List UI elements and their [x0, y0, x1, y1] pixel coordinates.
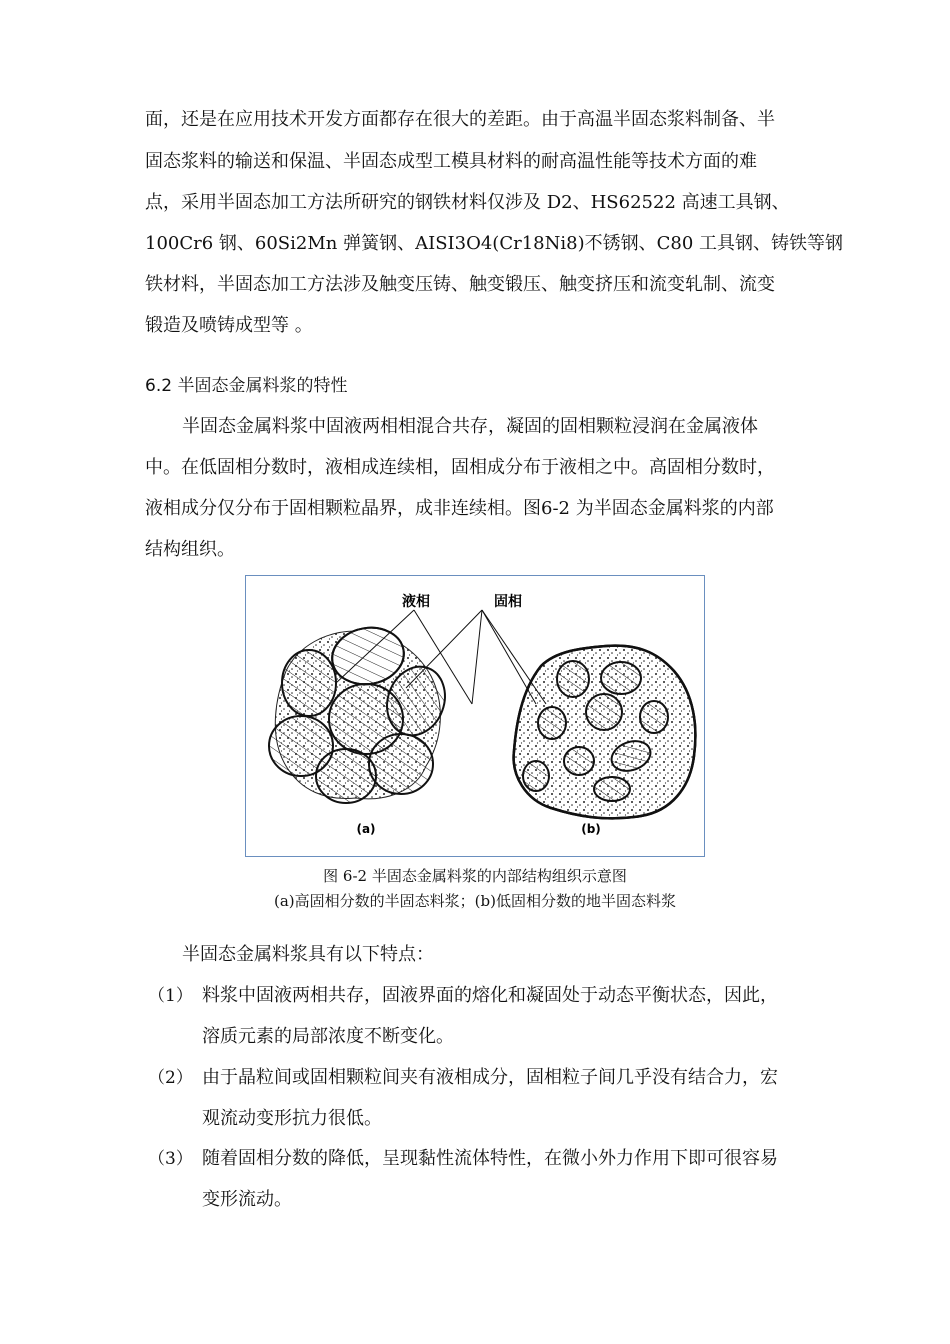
feature-number: （2） — [148, 1068, 193, 1088]
figure-caption: 图 6-2 半固态金属料浆的内部结构组织示意图 — [323, 867, 627, 885]
paragraph1-line: 面，还是在应用技术开发方面都存在很大的差距。由于高温半固态浆料制备、半 — [145, 109, 775, 130]
paragraph1-line: 固态浆料的输送和保温、半固态成型工模具材料的耐高温性能等技术方面的难 — [145, 151, 757, 172]
feature-text: 料浆中固液两相共存，固液界面的熔化和凝固处于动态平衡状态，因此， — [202, 985, 778, 1006]
feature-text: 随着固相分数的降低，呈现黏性流体特性，在微小外力作用下即可很容易 — [202, 1148, 778, 1169]
diagram-a-label: (a) — [356, 822, 376, 836]
structure-diagram — [246, 576, 706, 858]
section-heading: 6.2 半固态金属料浆的特性 — [145, 376, 348, 396]
paragraph2-line: 半固态金属料浆中固液两相相混合共存，凝固的固相颗粒浸润在金属液体 — [182, 416, 758, 437]
feature-text: 观流动变形抗力很低。 — [202, 1108, 382, 1129]
feature-number: （3） — [148, 1149, 193, 1169]
paragraph2-line: 结构组织。 — [145, 539, 235, 560]
paragraph2-line: 液相成分仅分布于固相颗粒晶界，成非连续相。图6-2 为半固态金属料浆的内部 — [145, 498, 774, 519]
paragraph1-line: 锻造及喷铸成型等 。 — [145, 315, 313, 336]
high-solid-fraction-diagram — [269, 622, 454, 803]
feature-text: 变形流动。 — [202, 1189, 292, 1210]
features-intro: 半固态金属料浆具有以下特点： — [182, 944, 434, 965]
feature-text: 溶质元素的局部浓度不断变化。 — [202, 1026, 454, 1047]
liquid-phase-label: 液相 — [402, 594, 430, 610]
diagram-b-label: (b) — [581, 822, 601, 836]
figure-subcaption: (a)高固相分数的半固态料浆；(b)低固相分数的地半固态料浆 — [274, 892, 676, 910]
solid-phase-label: 固相 — [494, 594, 522, 610]
paragraph2-line: 中。在低固相分数时，液相成连续相，固相成分布于液相之中。高固相分数时， — [145, 457, 775, 478]
paragraph1-line: 点，采用半固态加工方法所研究的钢铁材料仅涉及 D2、HS62522 高速工具钢、 — [145, 192, 790, 213]
structure-figure — [245, 575, 705, 857]
low-solid-fraction-diagram — [514, 646, 696, 819]
feature-number: （1） — [148, 986, 193, 1006]
paragraph1-line: 铁材料，半固态加工方法涉及触变压铸、触变锻压、触变挤压和流变轧制、流变 — [145, 274, 775, 295]
feature-text: 由于晶粒间或固相颗粒间夹有液相成分，固相粒子间几乎没有结合力，宏 — [202, 1067, 778, 1088]
paragraph1-line: 100Cr6 钢、60Si2Mn 弹簧钢、AISI3O4(Cr18Ni8)不锈钢、C80 工具钢、铸铁等钢 — [145, 233, 843, 254]
